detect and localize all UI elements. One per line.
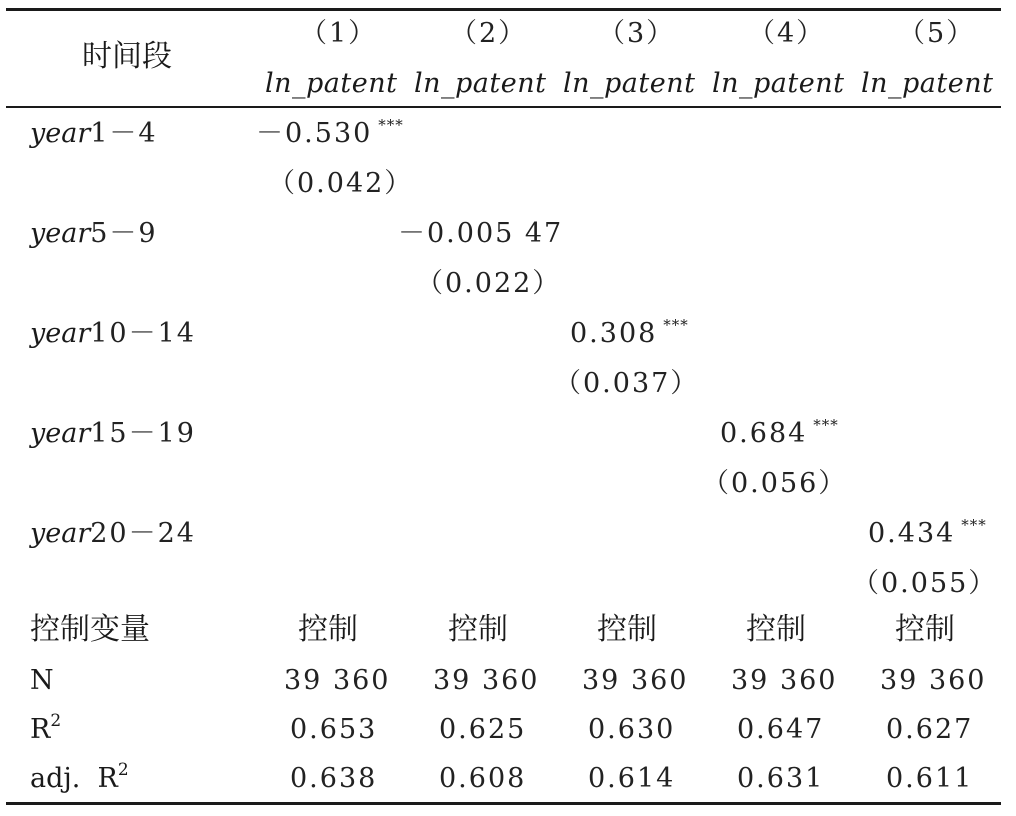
r2-value: 0.647 [737,714,825,745]
header-rule [6,106,1001,108]
n-value: 39 360 [582,665,689,696]
n-value: 39 360 [433,665,540,696]
r2-label-sup: 2 [50,711,62,731]
row-label-range: 10－14 [90,318,196,349]
coef-cell [720,416,839,449]
significance-stars: *** [663,316,689,334]
significance-stars: *** [813,416,839,434]
coef-value: 0.308 [570,318,658,349]
adj-r2-label [30,760,129,794]
row-label-range: 1－4 [90,118,158,149]
adj-r2-value: 0.631 [737,763,825,794]
coef-cell [256,116,404,149]
col-dependent-5: ln_patent [861,68,994,99]
row-label-year: year [30,318,91,349]
se-cell: （0.042） [268,168,414,199]
significance-stars: *** [378,116,404,134]
adj-r2-value: 0.638 [290,763,378,794]
coef-cell [570,316,689,349]
col-number-5: （5） [898,18,976,49]
header-period-label: 时间段 [82,39,172,74]
col-number-2: （2） [450,18,528,49]
top-rule [6,8,1001,11]
n-value: 39 360 [731,665,838,696]
se-cell: （0.056） [702,468,848,499]
n-label: N [30,665,54,696]
col-dependent-1: ln_patent [265,68,398,99]
row-label-range: 20－24 [90,518,196,549]
col-number-1: （1） [300,18,378,49]
controls-value: 控制 [597,612,657,647]
bottom-rule [6,802,1001,805]
n-value: 39 360 [880,665,987,696]
r2-label-text: R [30,714,51,745]
adj-r2-value: 0.614 [588,763,676,794]
row-label-year: year [30,518,91,549]
r2-label [30,711,62,745]
se-cell: （0.037） [554,368,700,399]
row-label-range: 5－9 [90,218,158,249]
r2-value: 0.630 [588,714,676,745]
col-number-4: （4） [748,18,826,49]
adj-r2-value: 0.611 [886,763,974,794]
controls-value: 控制 [448,612,508,647]
col-dependent-2: ln_patent [414,68,547,99]
col-number-3: （3） [598,18,676,49]
row-label-year: year [30,218,91,249]
coef-cell [398,220,563,247]
r2-value: 0.625 [439,714,527,745]
controls-value: 控制 [298,612,358,647]
r2-value: 0.627 [886,714,974,745]
controls-value: 控制 [746,612,806,647]
coef-value: －0.005 47 [398,218,564,249]
row-label-range: 15－19 [90,418,196,449]
col-dependent-4: ln_patent [712,68,845,99]
col-dependent-3: ln_patent [563,68,696,99]
adj-r2-label-text: adj. R [30,763,118,794]
coef-value: 0.684 [720,418,808,449]
row-label-year15-19 [30,420,196,447]
controls-label: 控制变量 [30,612,150,647]
coef-cell [868,516,987,549]
se-cell: （0.022） [416,268,562,299]
row-label-year1-4 [30,120,158,147]
adj-r2-label-sup: 2 [117,760,129,780]
se-cell: （0.055） [852,568,998,599]
row-label-year5-9 [30,220,158,247]
significance-stars: *** [961,516,987,534]
r2-value: 0.653 [290,714,378,745]
coef-value: 0.434 [868,518,956,549]
row-label-year10-14 [30,320,196,347]
row-label-year: year [30,118,91,149]
controls-value: 控制 [895,612,955,647]
row-label-year: year [30,418,91,449]
row-label-year20-24 [30,520,196,547]
n-value: 39 360 [284,665,391,696]
coef-value: －0.530 [256,118,373,149]
adj-r2-value: 0.608 [439,763,527,794]
